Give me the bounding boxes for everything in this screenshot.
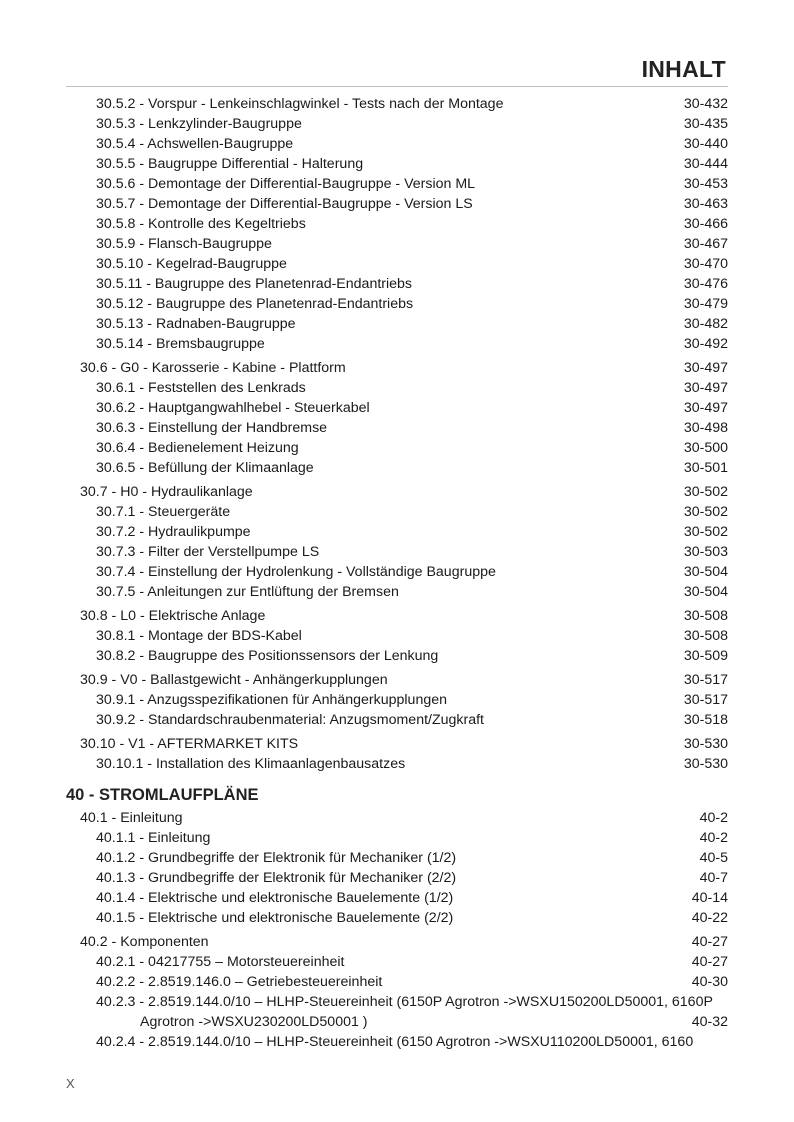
toc-entry[interactable] [66, 670, 728, 690]
toc-entry-title: 30.5.14 - Bremsbaugruppe [96, 336, 265, 352]
toc-entry-title: 30.7.5 - Anleitungen zur Entlüftung der Bremsen [96, 584, 399, 600]
toc-entry-page: 30-503 [683, 544, 728, 560]
toc-entry[interactable] [66, 294, 728, 314]
toc-entry[interactable] [66, 952, 728, 972]
toc-group-40-2 [66, 932, 728, 992]
toc-entry[interactable] [66, 606, 728, 626]
toc-entry-page: 30-502 [683, 484, 728, 500]
toc-entry[interactable] [66, 418, 728, 438]
toc-entry-title: 30.7 - H0 - Hydraulikanlage [80, 484, 253, 500]
toc-entry-title-continuation: Agrotron ->WSXU230200LD50001 ) [140, 1014, 368, 1030]
toc-entry[interactable] [66, 992, 728, 1012]
table-of-contents [66, 94, 728, 1052]
toc-entry-page: 30-497 [683, 380, 728, 396]
toc-entry[interactable] [66, 522, 728, 542]
toc-entry-page: 30-518 [683, 712, 728, 728]
toc-entry[interactable] [66, 458, 728, 478]
toc-entry-title: 30.6.1 - Feststellen des Lenkrads [96, 380, 306, 396]
toc-entry-page: 30-500 [683, 440, 728, 456]
toc-entry-page: 30-467 [683, 236, 728, 252]
header-rule [66, 86, 728, 87]
toc-group-40-1 [66, 808, 728, 928]
toc-entry-page: 40-2 [699, 830, 728, 846]
toc-entry[interactable] [66, 358, 728, 378]
toc-entry-title: 30.6.2 - Hauptgangwahlhebel - Steuerkabel [96, 400, 370, 416]
toc-entry-page: 30-479 [683, 296, 728, 312]
toc-entry-page: 30-482 [683, 316, 728, 332]
page-footer-mark: X [66, 1076, 75, 1091]
toc-entry[interactable] [66, 972, 728, 992]
toc-entry-title: 30.5.13 - Radnaben-Baugruppe [96, 316, 296, 332]
toc-entry[interactable] [66, 626, 728, 646]
toc-entry-title: 30.8.1 - Montage der BDS-Kabel [96, 628, 302, 644]
toc-entry[interactable] [66, 254, 728, 274]
toc-entry-title: 30.5.7 - Demontage der Differential-Baugruppe - Version LS [96, 196, 473, 212]
toc-entry-title: 40.1 - Einleitung [80, 810, 183, 826]
toc-groups-30 [66, 94, 728, 774]
toc-entry-continuation[interactable] [66, 1012, 728, 1032]
toc-entry[interactable] [66, 174, 728, 194]
toc-entry-page: 40-5 [699, 850, 728, 866]
toc-entry-title: 30.10 - V1 - AFTERMARKET KITS [80, 736, 299, 752]
toc-entry-title: 30.5.8 - Kontrolle des Kegeltriebs [96, 216, 306, 232]
toc-entry[interactable] [66, 828, 728, 848]
toc-group [66, 94, 728, 354]
toc-entry-title: 30.8 - L0 - Elektrische Anlage [80, 608, 266, 624]
toc-entry[interactable] [66, 808, 728, 828]
toc-entry-title: 40.2.4 - 2.8519.144.0/10 – HLHP-Steuereinheit (6150 Agrotron ->WSXU110200LD50001, 6160 [96, 1034, 694, 1050]
toc-entry-title: 30.8.2 - Baugruppe des Positionssensors der Lenkung [96, 648, 439, 664]
toc-entry-title: 30.5.10 - Kegelrad-Baugruppe [96, 256, 287, 272]
toc-entry[interactable] [66, 868, 728, 888]
toc-entry-title: 30.5.2 - Vorspur - Lenkeinschlagwinkel - Tests nach der Montage [96, 96, 504, 112]
toc-entry[interactable] [66, 274, 728, 294]
toc-entry[interactable] [66, 482, 728, 502]
toc-group [66, 734, 728, 774]
toc-entry-title: 40.1.3 - Grundbegriffe der Elektronik für Mechaniker (2/2) [96, 870, 457, 886]
toc-entry-page: 30-508 [683, 628, 728, 644]
toc-entry[interactable] [66, 734, 728, 754]
toc-entry-title: 30.5.3 - Lenkzylinder-Baugruppe [96, 116, 302, 132]
toc-entry-page: 30-476 [683, 276, 728, 292]
toc-entry[interactable] [66, 154, 728, 174]
toc-entry-page: 30-502 [683, 504, 728, 520]
toc-entry-title: 30.6.5 - Befüllung der Klimaanlage [96, 460, 314, 476]
toc-entry-title: 40.2.3 - 2.8519.144.0/10 – HLHP-Steuereinheit (6150P Agrotron ->WSXU150200LD50001, 6160P [96, 994, 713, 1010]
toc-entry[interactable] [66, 334, 728, 354]
toc-entry-page: 30-466 [683, 216, 728, 232]
toc-entry-title: 30.6.4 - Bedienelement Heizung [96, 440, 299, 456]
toc-entry[interactable] [66, 848, 728, 868]
toc-entry-page: 30-498 [683, 420, 728, 436]
toc-entry[interactable] [66, 438, 728, 458]
toc-entry-page: 30-435 [683, 116, 728, 132]
toc-entry-page: 40-2 [699, 810, 728, 826]
toc-entry-title: 30.5.9 - Flansch-Baugruppe [96, 236, 272, 252]
toc-entry[interactable] [66, 646, 728, 666]
toc-entry[interactable] [66, 502, 728, 522]
toc-entry-title: 40.2.2 - 2.8519.146.0 – Getriebesteuereinheit [96, 974, 383, 990]
toc-entry-title: 30.9 - V0 - Ballastgewicht - Anhängerkupplungen [80, 672, 388, 688]
toc-entry[interactable] [66, 398, 728, 418]
toc-entry-title: 40.1.4 - Elektrische und elektronische Bauelemente (1/2) [96, 890, 454, 906]
toc-entry[interactable] [66, 1032, 728, 1052]
toc-entry[interactable] [66, 542, 728, 562]
toc-entry-page: 30-453 [683, 176, 728, 192]
toc-entry-page: 30-530 [683, 756, 728, 772]
toc-entry-page: 40-27 [691, 934, 728, 950]
toc-entry-page: 30-497 [683, 360, 728, 376]
toc-entry-title: 30.6.3 - Einstellung der Handbremse [96, 420, 328, 436]
toc-entry-title: 30.5.5 - Baugruppe Differential - Halterung [96, 156, 364, 172]
toc-entry[interactable] [66, 194, 728, 214]
toc-entry-page: 40-30 [691, 974, 728, 990]
toc-entry-page: 30-440 [683, 136, 728, 152]
toc-entry[interactable] [66, 562, 728, 582]
toc-entry-title: 30.9.2 - Standardschraubenmaterial: Anzugsmoment/Zugkraft [96, 712, 485, 728]
toc-entry-title: 30.7.1 - Steuergeräte [96, 504, 231, 520]
toc-entry-page: 30-497 [683, 400, 728, 416]
toc-entry-title: 30.5.11 - Baugruppe des Planetenrad-Endantriebs [96, 276, 413, 292]
toc-entry[interactable] [66, 908, 728, 928]
toc-entry-title: 40.1.2 - Grundbegriffe der Elektronik für Mechaniker (1/2) [96, 850, 457, 866]
toc-entry-title: 40.2 - Komponenten [80, 934, 209, 950]
toc-entry[interactable] [66, 888, 728, 908]
toc-entry-page: 40-27 [691, 954, 728, 970]
toc-entry-page: 40-14 [691, 890, 728, 906]
toc-entry-page: 40-7 [699, 870, 728, 886]
toc-entry-title: 30.7.4 - Einstellung der Hydrolenkung - Vollständige Baugruppe [96, 564, 496, 580]
toc-entry-page: 30-432 [683, 96, 728, 112]
toc-entry-page: 30-517 [683, 692, 728, 708]
toc-entry-page: 40-32 [691, 1014, 728, 1030]
toc-entry-title: 30.5.12 - Baugruppe des Planetenrad-Endantriebs [96, 296, 414, 312]
toc-entry-title: 30.6 - G0 - Karosserie - Kabine - Plattform [80, 360, 346, 376]
toc-entry[interactable] [66, 134, 728, 154]
toc-entry[interactable] [66, 932, 728, 952]
toc-entry[interactable] [66, 314, 728, 334]
toc-group [66, 358, 728, 478]
toc-entry-page: 30-508 [683, 608, 728, 624]
toc-entry-title: 30.5.6 - Demontage der Differential-Baugruppe - Version ML [96, 176, 476, 192]
toc-entry-title: 30.7.3 - Filter der Verstellpumpe LS [96, 544, 320, 560]
section-heading-40: 40 - STROMLAUFPLÄNE [66, 786, 259, 804]
toc-entry-title: 40.1.1 - Einleitung [96, 830, 211, 846]
toc-entry[interactable] [66, 114, 728, 134]
toc-group [66, 482, 728, 602]
toc-entry-page: 30-504 [683, 584, 728, 600]
toc-entry-page: 30-463 [683, 196, 728, 212]
toc-entry-page: 30-517 [683, 672, 728, 688]
toc-entry-title: 30.10.1 - Installation des Klimaanlagenbausatzes [96, 756, 406, 772]
toc-entry-page: 30-501 [683, 460, 728, 476]
toc-entry-title: 40.2.1 - 04217755 – Motorsteuereinheit [96, 954, 345, 970]
toc-group [66, 670, 728, 730]
toc-entry-page: 30-504 [683, 564, 728, 580]
toc-entry-title: 30.5.4 - Achswellen-Baugruppe [96, 136, 294, 152]
toc-entry-title: 30.7.2 - Hydraulikpumpe [96, 524, 251, 540]
toc-entry-title: 40.1.5 - Elektrische und elektronische Bauelemente (2/2) [96, 910, 454, 926]
toc-entry-page: 30-444 [683, 156, 728, 172]
toc-entry[interactable] [66, 214, 728, 234]
toc-entry-page: 30-470 [683, 256, 728, 272]
toc-entry-page: 30-509 [683, 648, 728, 664]
toc-entry-page: 40-22 [691, 910, 728, 926]
toc-entry-page: 30-502 [683, 524, 728, 540]
toc-entry[interactable] [66, 754, 728, 774]
toc-entry-page: 30-492 [683, 336, 728, 352]
toc-group [66, 606, 728, 666]
toc-entry[interactable] [66, 378, 728, 398]
toc-entry-title: 30.9.1 - Anzugsspezifikationen für Anhängerkupplungen [96, 692, 448, 708]
toc-entry[interactable] [66, 94, 728, 114]
toc-entry[interactable] [66, 582, 728, 602]
page-title: INHALT [641, 56, 726, 82]
toc-entry-page: 30-530 [683, 736, 728, 752]
toc-entry[interactable] [66, 710, 728, 730]
toc-entry[interactable] [66, 234, 728, 254]
toc-entry[interactable] [66, 690, 728, 710]
